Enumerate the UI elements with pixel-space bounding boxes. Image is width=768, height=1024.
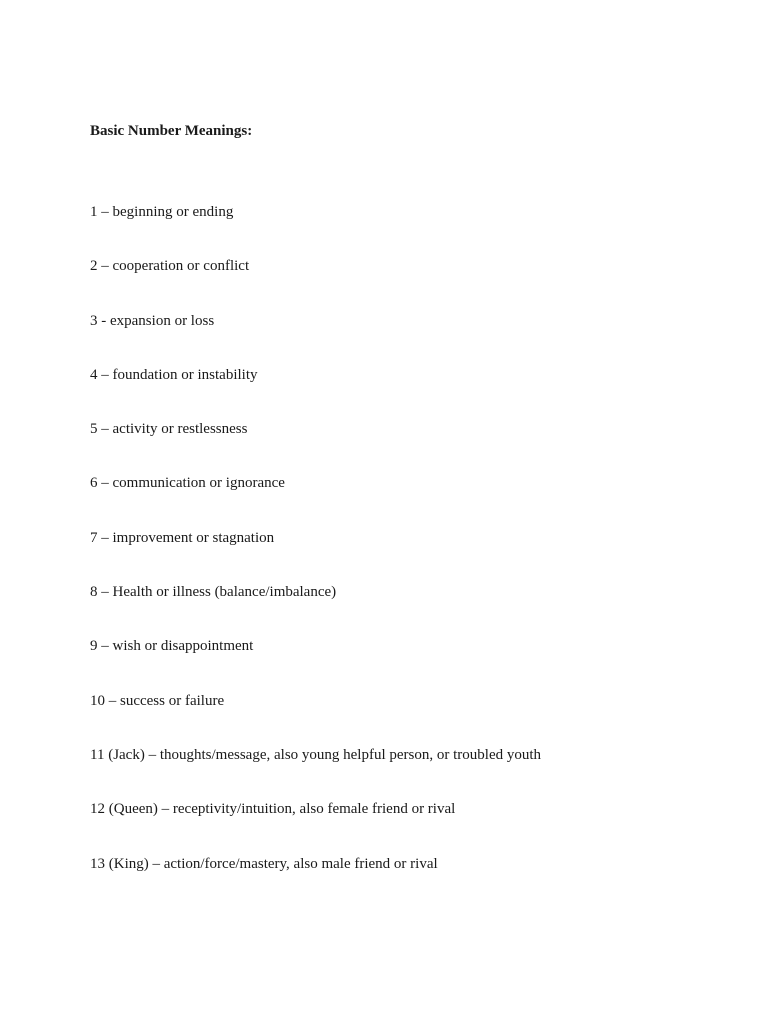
- number-meanings-list: [90, 202, 541, 908]
- list-item: 2 – cooperation or conflict: [90, 258, 250, 275]
- list-item: 1 – beginning or ending: [90, 204, 234, 220]
- list-item: 10 – success or failure: [90, 692, 225, 709]
- list-item: 8 – Health or illness (balance/imbalance): [90, 584, 337, 601]
- list-item: 13 (King) – action/force/mastery, also male friend or rival: [90, 855, 438, 872]
- list-item: 9 – wish or disappointment: [90, 638, 254, 655]
- section-heading: Basic Number Meanings:: [90, 123, 253, 139]
- list-item: 6 – communication or ignorance: [90, 475, 285, 492]
- list-item: 12 (Queen) – receptivity/intuition, also female friend or rival: [90, 801, 456, 818]
- list-item: 5 – activity or restlessness: [90, 421, 248, 438]
- list-item: 4 – foundation or instability: [90, 366, 258, 383]
- list-item: 7 – improvement or stagnation: [90, 529, 275, 546]
- list-item: 3 - expansion or loss: [90, 312, 215, 329]
- list-item: 11 (Jack) – thoughts/message, also young helpful person, or troubled youth: [90, 746, 542, 763]
